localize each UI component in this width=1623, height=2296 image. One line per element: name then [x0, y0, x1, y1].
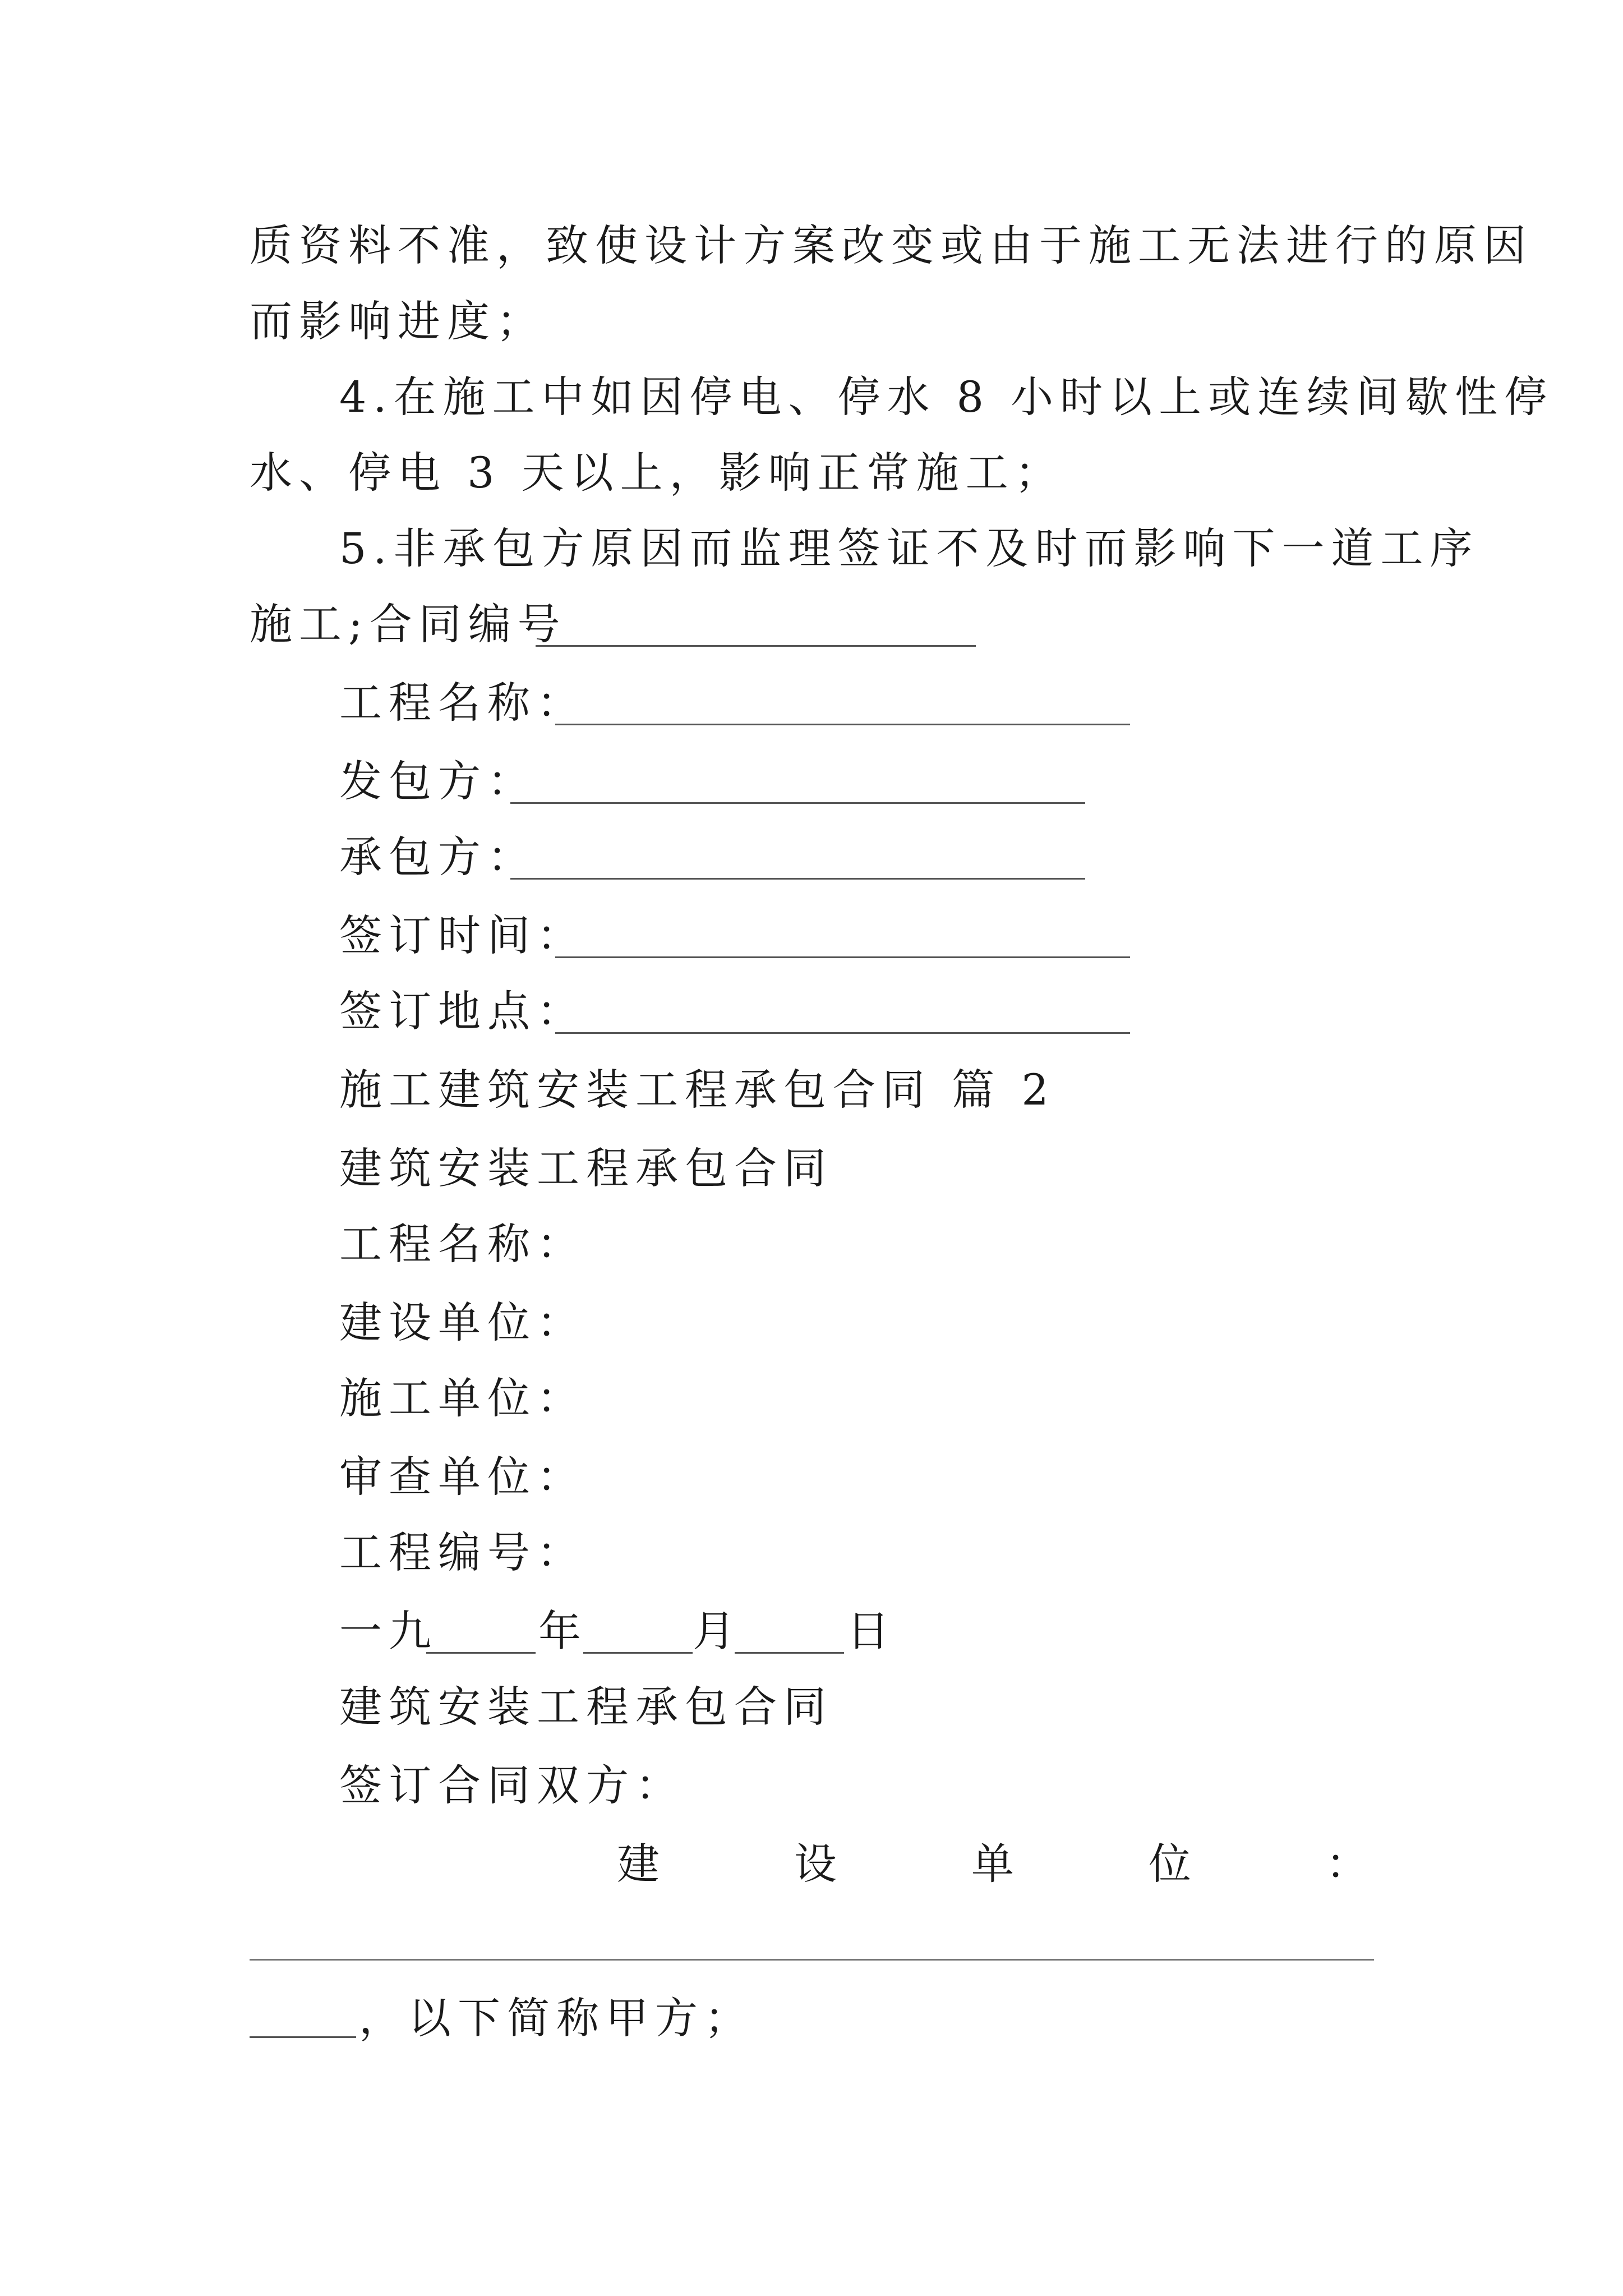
party-a-suffix: ，以下简称甲方； [359, 1993, 754, 2043]
date-month: 月 [693, 1606, 742, 1656]
contract-title: 建筑安装工程承包合同 [339, 1143, 833, 1193]
sign-time-label: 签订时间： [339, 910, 586, 960]
contract-number-label: 施工;合同编号 [250, 599, 567, 649]
sign-place-blank [555, 1032, 1130, 1034]
party-a-char: 位 [1149, 1839, 1191, 1889]
employer-label: 发包方： [339, 756, 537, 806]
year-blank [426, 1652, 536, 1654]
paragraph-line: 而影响进度； [250, 296, 546, 346]
project-name-label: 工程名称： [339, 1219, 586, 1269]
project-name-blank [555, 724, 1130, 725]
project-name-label: 工程名称： [339, 678, 586, 728]
party-a-blank-short [250, 2036, 356, 2038]
parties-label: 签订合同双方： [339, 1760, 685, 1810]
party-a-char: ： [1326, 1839, 1368, 1889]
date-year: 年 [538, 1606, 588, 1656]
day-blank [735, 1652, 844, 1654]
sign-time-blank [555, 956, 1130, 958]
employer-blank [510, 802, 1085, 804]
sign-place-label: 签订地点： [339, 986, 586, 1036]
party-a-char: 设 [794, 1839, 837, 1889]
builder-label: 建设单位： [339, 1297, 586, 1347]
party-a-blank-line [250, 1959, 1374, 1961]
section-heading: 施工建筑安装工程承包合同 篇 2 [339, 1065, 1055, 1115]
contract-number-blank [536, 645, 976, 647]
date-day: 日 [847, 1606, 896, 1656]
constructor-label: 施工单位： [339, 1373, 586, 1423]
paragraph-line: 5.非承包方原因而监理签证不及时而影响下一道工序 [339, 523, 1479, 573]
month-blank [583, 1652, 693, 1654]
party-a-char: 单 [971, 1839, 1014, 1889]
party-a-char: 建 [617, 1839, 660, 1889]
contractor-blank [510, 878, 1085, 880]
party-a-label [617, 1839, 1368, 1889]
date-prefix: 一九 [339, 1606, 438, 1656]
paragraph-line: 质资料不准，致使设计方案改变或由于施工无法进行的原因 [250, 220, 1533, 270]
project-number-label: 工程编号： [339, 1527, 586, 1577]
paragraph-line: 水、停电 3 天以上，影响正常施工； [250, 448, 1064, 498]
contractor-label: 承包方： [339, 832, 537, 882]
contract-title-repeat: 建筑安装工程承包合同 [339, 1682, 833, 1732]
paragraph-line: 4.在施工中如因停电、停水 8 小时以上或连续间歇性停 [339, 372, 1554, 422]
reviewer-label: 审查单位： [339, 1452, 586, 1502]
